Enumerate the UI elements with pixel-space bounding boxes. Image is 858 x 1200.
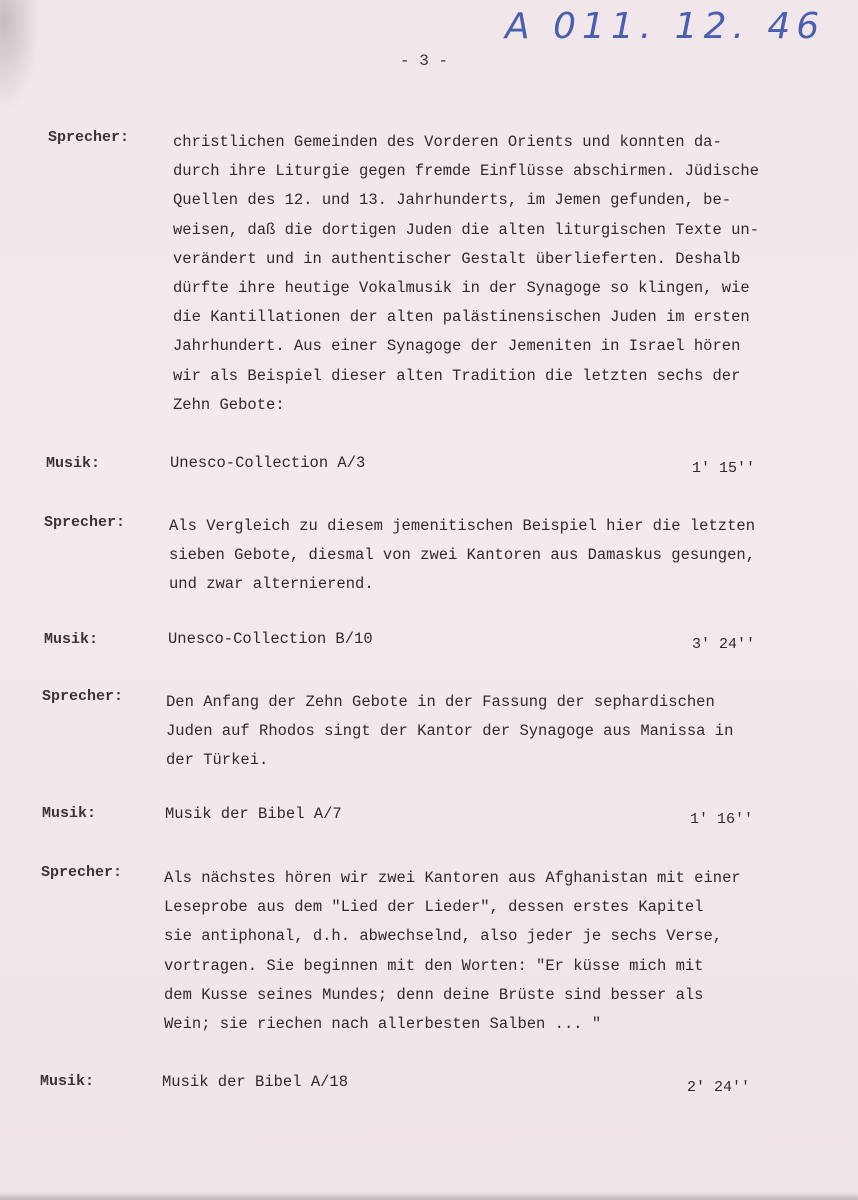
speaker-text [169,512,755,600]
text-line: die Kantillationen der alten palästinensischen Juden im ersten [173,308,750,327]
music-duration: 1' 15'' [691,460,755,477]
text-line: und zwar alternierend. [169,575,374,594]
archive-number: A 011. 12. 46 [505,6,826,47]
speaker-text [164,864,741,1039]
music-duration: 1' 16'' [689,811,753,828]
music-track: Unesco-Collection B/10 [168,630,373,648]
page-number: - 3 - [400,52,449,70]
text-line: sie antiphonal, d.h. abwechselnd, also jeder je sechs Verse, [164,927,723,946]
music-label: Musik: [46,455,101,472]
speaker-label: Sprecher: [41,864,123,881]
text-line: Als Vergleich zu diesem jemenitischen Beispiel hier die letzten [169,517,755,535]
text-line: dem Kusse seines Mundes; denn deine Brüste sind besser als [164,985,704,1004]
text-line: Als nächstes hören wir zwei Kantoren aus Afghanistan mit einer [164,869,741,887]
text-line: der Türkei. [166,751,269,770]
text-line: Jahrhundert. Aus einer Synagoge der Jemeniten in Israel hören [173,337,741,356]
music-track: Musik der Bibel A/18 [162,1073,349,1091]
scan-edge-shadow [0,0,40,110]
music-track: Musik der Bibel A/7 [165,805,342,823]
music-duration: 3' 24'' [691,636,755,653]
text-line: Leseprobe aus dem "Lied der Lieder", dessen erstes Kapitel [164,898,704,917]
speaker-text [166,688,733,776]
scan-bottom-edge [0,1192,858,1200]
text-line: Zehn Gebote: [173,395,285,414]
music-track: Unesco-Collection A/3 [170,454,366,472]
text-line: christlichen Gemeinden des Vorderen Orients und konnten da- [173,133,722,151]
speaker-label: Sprecher: [48,129,130,146]
music-label: Musik: [40,1073,95,1090]
text-line: durch ihre Liturgie gegen fremde Einflüsse abschirmen. Jüdische [173,162,759,181]
text-line: wir als Beispiel dieser alten Tradition die letzten sechs der [173,366,741,385]
text-line: sieben Gebote, diesmal von zwei Kantoren aus Damaskus gesungen, [169,546,755,565]
text-line: dürfte ihre heutige Vokalmusik in der Synagoge so klingen, wie [173,279,750,298]
text-line: Wein; sie riechen nach allerbesten Salben ... " [164,1015,602,1034]
music-label: Musik: [42,805,97,822]
text-line: Quellen des 12. und 13. Jahrhunderts, im Jemen gefunden, be- [173,191,732,210]
music-label: Musik: [44,631,99,648]
speaker-label: Sprecher: [42,688,124,705]
text-line: vortragen. Sie beginnen mit den Worten: "Er küsse mich mit [164,956,704,975]
text-line: verändert und in authentischer Gestalt überlieferten. Deshalb [173,249,741,268]
text-line: weisen, daß die dortigen Juden die alten liturgischen Texte un- [173,220,759,239]
text-line: Juden auf Rhodos singt der Kantor der Synagoge aus Manissa in [166,722,734,741]
music-duration: 2' 24'' [686,1079,750,1096]
speaker-label: Sprecher: [44,514,126,531]
text-line: Den Anfang der Zehn Gebote in der Fassung der sephardischen [166,693,715,711]
speaker-text [173,128,759,420]
